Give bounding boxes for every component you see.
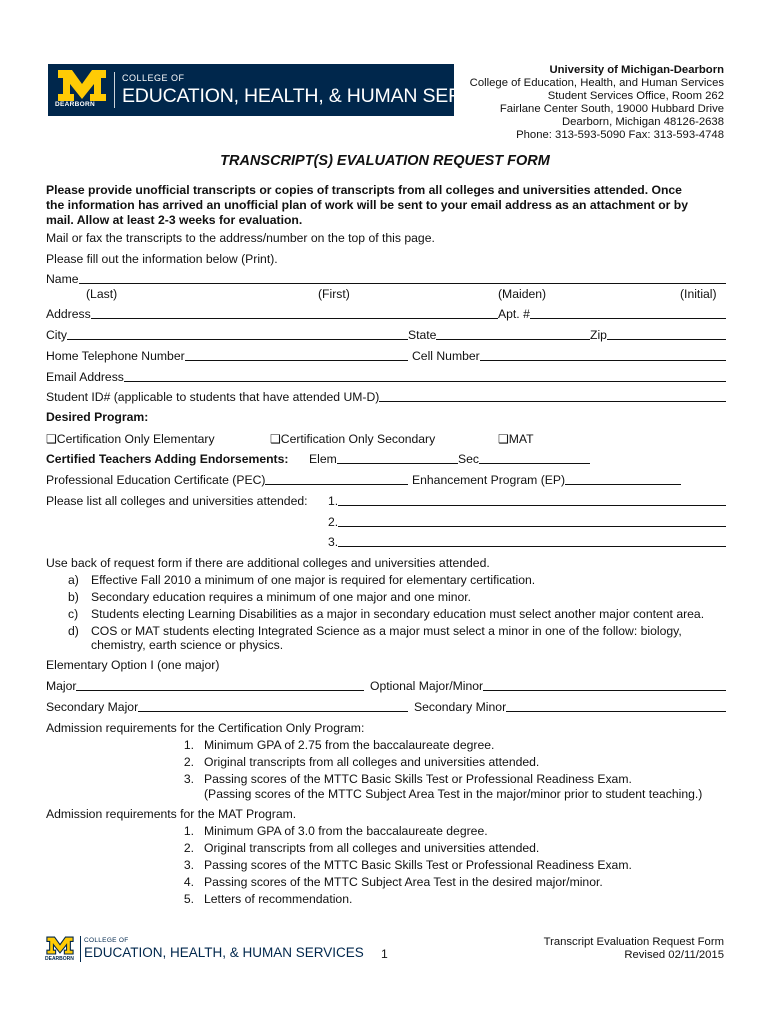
state-field[interactable] — [408, 328, 590, 342]
address-college: College of Education, Health, and Human Services — [469, 76, 724, 89]
intro-line-1: Please provide unofficial transcripts or copies of transcripts from all colleges and universities attended. Once — [46, 183, 682, 197]
student-id-field[interactable] — [46, 390, 726, 404]
apt-label: Apt. # — [498, 307, 530, 321]
state-label: State — [408, 328, 437, 342]
elem-label: Elem — [309, 452, 337, 466]
note-d-text-cont: chemistry, earth science or physics. — [91, 638, 284, 652]
note-c-text: Students electing Learning Disabilities as a major in secondary education must select another major content area. — [91, 607, 705, 621]
note-d-marker: d) — [68, 624, 79, 638]
college-1-number: 1. — [328, 494, 339, 508]
last-caption: (Last) — [86, 287, 118, 301]
sec-line[interactable] — [479, 462, 590, 464]
optional-major-field[interactable] — [370, 679, 726, 693]
secondary-major-line[interactable] — [138, 710, 408, 712]
maiden-caption: (Maiden) — [498, 287, 547, 301]
college-3-line[interactable] — [338, 545, 726, 547]
secondary-major-field[interactable] — [46, 700, 408, 714]
zip-field[interactable] — [590, 328, 726, 342]
footer-logo-college-of: COLLEGE OF — [84, 937, 129, 944]
checkbox-icon[interactable]: ❑ — [498, 432, 509, 446]
cert-req-2-text: Original transcripts from all colleges and universities attended. — [204, 755, 540, 769]
back-note: Use back of request form if there are additional colleges and universities attended. — [46, 556, 490, 570]
mat-req-1-text: Minimum GPA of 3.0 from the baccalaureate degree. — [204, 824, 488, 838]
mat-req-3-text: Passing scores of the MTTC Basic Skills Test or Professional Readiness Exam. — [204, 858, 632, 872]
ep-line[interactable] — [565, 483, 681, 485]
ep-label: Enhancement Program (EP) — [412, 473, 566, 487]
secondary-minor-line[interactable] — [506, 710, 726, 712]
home-phone-field[interactable] — [46, 349, 408, 363]
optional-major-line[interactable] — [483, 689, 726, 691]
cert-req-3-text-cont: (Passing scores of the MTTC Subject Area Test in the major/minor prior to student teaching.) — [204, 787, 703, 801]
note-b-marker: b) — [68, 590, 79, 604]
apt-field[interactable] — [498, 307, 726, 321]
major-line[interactable] — [76, 689, 364, 691]
pec-line[interactable] — [265, 483, 408, 485]
mat-req-2-text: Original transcripts from all colleges and universities attended. — [204, 841, 540, 855]
home-phone-label: Home Telephone Number — [46, 349, 185, 363]
logo-dearborn: DEARBORN — [55, 101, 95, 108]
intro-line-2: the information has arrived an unofficial plan of work will be sent to your email address as an attachment or by — [46, 197, 689, 212]
cert-secondary-option[interactable] — [270, 432, 435, 446]
fill-note: Please fill out the information below (Print). — [46, 252, 278, 266]
cert-elementary-option[interactable] — [46, 432, 215, 446]
address-block — [470, 64, 724, 141]
name-label: Name — [46, 272, 79, 286]
secondary-major-label: Secondary Major — [46, 700, 139, 714]
secondary-minor-label: Secondary Minor — [414, 700, 507, 714]
cert-req-1-number: 1. — [183, 738, 194, 752]
home-phone-line[interactable] — [185, 359, 408, 361]
mat-req-2-number: 2. — [183, 841, 194, 855]
checkbox-icon[interactable]: ❑ — [270, 432, 281, 446]
intro-line-3: mail. Allow at least 2-3 weeks for evaluation. — [46, 212, 303, 227]
name-line[interactable] — [79, 282, 726, 284]
mat-req-4-number: 4. — [183, 875, 194, 889]
city-line[interactable] — [67, 338, 408, 340]
pec-field[interactable] — [46, 473, 408, 487]
footer-logo-college-name: EDUCATION, HEALTH, & HUMAN SERVICES — [84, 945, 364, 960]
page-number: 1 — [381, 947, 388, 961]
footer-form-info — [544, 936, 724, 962]
college-2-field[interactable] — [328, 515, 726, 529]
address-university: University of Michigan-Dearborn — [549, 64, 724, 76]
address-street: Fairlane Center South, 19000 Hubbard Drive — [499, 102, 724, 115]
form-title: TRANSCRIPT(S) EVALUATION REQUEST FORM — [220, 153, 550, 169]
college-1-line[interactable] — [338, 504, 726, 506]
cell-line[interactable] — [480, 359, 726, 361]
mat-requirements-heading: Admission requirements for the MAT Program. — [46, 807, 297, 821]
checkbox-icon[interactable]: ❑ — [46, 432, 57, 446]
zip-line[interactable] — [607, 338, 726, 340]
city-field[interactable] — [46, 328, 408, 342]
note-a-marker: a) — [68, 573, 79, 587]
address-office: Student Services Office, Room 262 — [547, 89, 724, 102]
major-field[interactable] — [46, 679, 364, 693]
address-line[interactable] — [91, 317, 498, 319]
cert-elementary-label: Certification Only Elementary — [56, 432, 215, 446]
mat-req-3-number: 3. — [183, 858, 194, 872]
footer-logo-dearborn: DEARBORN — [45, 956, 74, 962]
address-label: Address — [46, 307, 91, 321]
elem-field[interactable] — [309, 452, 458, 466]
mat-option[interactable] — [498, 432, 534, 446]
footer-logo-divider — [80, 936, 81, 962]
note-d-text: COS or MAT students electing Integrated Science as a major must select a minor in one of the follow: biology, — [91, 624, 682, 638]
college-1-field[interactable] — [328, 494, 726, 508]
college-logo — [48, 64, 520, 116]
college-2-number: 2. — [328, 515, 339, 529]
endorsements-label: Certified Teachers Adding Endorsements: — [46, 452, 289, 466]
logo-college-name: EDUCATION, HEALTH, & HUMAN SERVICES — [122, 85, 520, 107]
desired-program-heading: Desired Program: — [46, 410, 149, 424]
cell-label: Cell Number — [412, 349, 480, 363]
city-label: City — [46, 328, 67, 342]
footer-form-name: Transcript Evaluation Request Form — [543, 936, 724, 948]
first-caption: (First) — [318, 287, 350, 301]
college-3-number: 3. — [328, 535, 339, 549]
mat-req-5-text: Letters of recommendation. — [204, 892, 353, 906]
optional-major-label: Optional Major/Minor — [370, 679, 484, 693]
mat-req-5-number: 5. — [183, 892, 194, 906]
email-line[interactable] — [124, 380, 726, 382]
ep-field[interactable] — [412, 473, 681, 487]
zip-label: Zip — [590, 328, 607, 342]
student-id-label: Student ID# (applicable to students that have attended UM-D) — [46, 390, 380, 404]
apt-line[interactable] — [530, 317, 726, 319]
college-2-line[interactable] — [338, 525, 726, 527]
cert-req-3-number: 3. — [183, 772, 194, 786]
major-label: Major — [46, 679, 77, 693]
intro-paragraph — [46, 183, 726, 227]
mat-req-1-number: 1. — [183, 824, 194, 838]
logo-divider — [114, 72, 115, 108]
name-field[interactable] — [46, 272, 726, 286]
footer-logo — [44, 936, 364, 964]
college-3-field[interactable] — [328, 535, 726, 549]
address-city: Dearborn, Michigan 48126-2638 — [561, 115, 724, 128]
email-field[interactable] — [46, 370, 726, 384]
colleges-label: Please list all colleges and universities attended: — [46, 494, 308, 508]
mat-label: MAT — [508, 432, 534, 446]
cert-req-2-number: 2. — [183, 755, 194, 769]
elementary-option-label: Elementary Option I (one major) — [46, 658, 220, 672]
footer-revised: Revised 02/11/2015 — [624, 949, 724, 961]
pec-label: Professional Education Certificate (PEC) — [46, 473, 266, 487]
cell-field[interactable] — [412, 349, 726, 363]
note-c-marker: c) — [68, 607, 79, 621]
address-phone: Phone: 313-593-5090 Fax: 313-593-4748 — [516, 128, 724, 141]
cert-secondary-label: Certification Only Secondary — [280, 432, 436, 446]
cert-req-1-text: Minimum GPA of 2.75 from the baccalaureate degree. — [204, 738, 495, 752]
state-line[interactable] — [436, 338, 590, 340]
cert-req-3-text: Passing scores of the MTTC Basic Skills Test or Professional Readiness Exam. — [204, 772, 632, 786]
mat-req-4-text: Passing scores of the MTTC Subject Area Test in the desired major/minor. — [204, 875, 603, 889]
address-field[interactable] — [46, 307, 498, 321]
sec-field[interactable] — [458, 452, 590, 466]
note-a-text: Effective Fall 2010 a minimum of one major is required for elementary certification. — [91, 573, 536, 587]
note-b-text: Secondary education requires a minimum of one major and one minor. — [91, 590, 472, 604]
initial-caption: (Initial) — [680, 287, 717, 301]
sec-label: Sec — [458, 452, 480, 466]
elem-line[interactable] — [337, 462, 458, 464]
mail-note: Mail or fax the transcripts to the address/number on the top of this page. — [46, 231, 435, 245]
student-id-line[interactable] — [379, 400, 726, 402]
logo-college-of: COLLEGE OF — [122, 73, 185, 83]
email-label: Email Address — [46, 370, 124, 384]
cert-requirements-heading: Admission requirements for the Certification Only Program: — [46, 721, 365, 735]
secondary-minor-field[interactable] — [414, 700, 726, 714]
